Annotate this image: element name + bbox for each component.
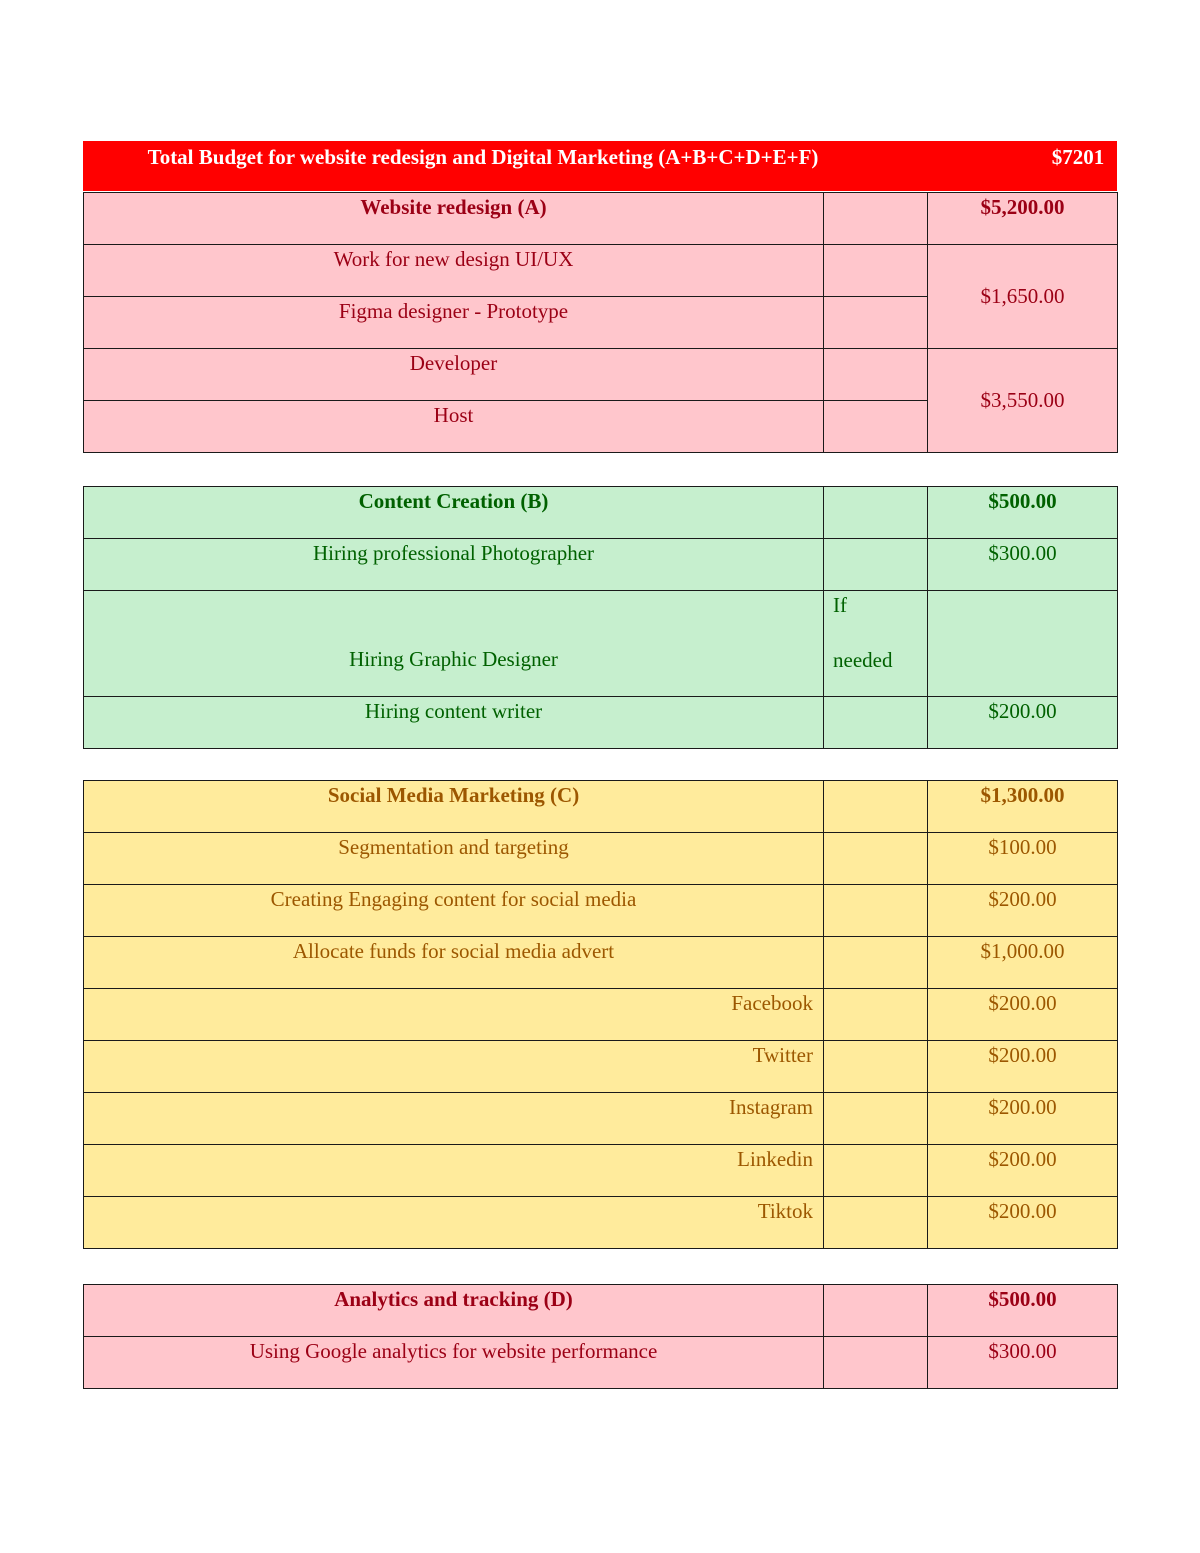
item-amount: $200.00 xyxy=(928,989,1118,1041)
table-row xyxy=(84,781,1118,833)
item-amount: $200.00 xyxy=(928,885,1118,937)
total-budget-row xyxy=(83,141,1117,193)
item-label: Host xyxy=(84,401,824,453)
table-row xyxy=(84,245,1118,297)
empty-cell xyxy=(824,193,928,245)
section-title: Content Creation (B) xyxy=(84,487,824,539)
item-amount: $200.00 xyxy=(928,1197,1118,1249)
table-row xyxy=(84,989,1118,1041)
empty-cell xyxy=(824,989,928,1041)
table-row xyxy=(84,591,1118,697)
empty-cell xyxy=(824,401,928,453)
empty-cell xyxy=(824,781,928,833)
table-row xyxy=(84,1145,1118,1197)
item-label: Twitter xyxy=(84,1041,824,1093)
section-total: $500.00 xyxy=(928,1285,1118,1337)
table-row xyxy=(84,1337,1118,1389)
table-row xyxy=(84,937,1118,989)
section-total: $500.00 xyxy=(928,487,1118,539)
group-amount: $1,650.00 xyxy=(928,245,1118,349)
total-budget-amount: $7201 xyxy=(1051,145,1105,169)
item-label: Developer xyxy=(84,349,824,401)
item-label: Hiring professional Photographer xyxy=(84,539,824,591)
table-row xyxy=(84,1285,1118,1337)
empty-cell xyxy=(824,1197,928,1249)
section-total: $5,200.00 xyxy=(928,193,1118,245)
total-budget-label: Total Budget for website redesign and Digital Marketing (A+B+C+D+E+F) xyxy=(147,145,819,169)
table-row xyxy=(84,1041,1118,1093)
table-row xyxy=(84,539,1118,591)
item-label: Hiring content writer xyxy=(84,697,824,749)
item-label: Segmentation and targeting xyxy=(84,833,824,885)
empty-cell xyxy=(824,487,928,539)
item-note: If needed xyxy=(824,591,928,697)
empty-cell xyxy=(824,1041,928,1093)
item-label: Allocate funds for social media advert xyxy=(84,937,824,989)
table-row xyxy=(84,349,1118,401)
item-amount: $200.00 xyxy=(928,1145,1118,1197)
empty-cell xyxy=(928,591,1118,697)
item-amount: $200.00 xyxy=(928,1093,1118,1145)
item-label: Instagram xyxy=(84,1093,824,1145)
item-amount: $100.00 xyxy=(928,833,1118,885)
section-total: $1,300.00 xyxy=(928,781,1118,833)
empty-cell xyxy=(824,539,928,591)
table-row xyxy=(84,833,1118,885)
item-label: Work for new design UI/UX xyxy=(84,245,824,297)
empty-cell xyxy=(824,697,928,749)
empty-cell xyxy=(824,1145,928,1197)
empty-cell xyxy=(824,833,928,885)
table-row xyxy=(84,697,1118,749)
empty-cell xyxy=(824,245,928,297)
item-label: Creating Engaging content for social media xyxy=(84,885,824,937)
section-title: Analytics and tracking (D) xyxy=(84,1285,824,1337)
table-row xyxy=(84,885,1118,937)
group-amount: $3,550.00 xyxy=(928,349,1118,453)
section-title: Social Media Marketing (C) xyxy=(84,781,824,833)
empty-cell xyxy=(824,1337,928,1389)
table-row xyxy=(84,1197,1118,1249)
item-label: Linkedin xyxy=(84,1145,824,1197)
item-amount: $200.00 xyxy=(928,697,1118,749)
table-row xyxy=(84,487,1118,539)
social-media-table xyxy=(83,780,1118,1249)
item-label: Figma designer - Prototype xyxy=(84,297,824,349)
analytics-table xyxy=(83,1284,1118,1389)
empty-cell xyxy=(824,937,928,989)
empty-cell xyxy=(824,297,928,349)
item-label: Hiring Graphic Designer xyxy=(84,591,824,697)
item-label: Tiktok xyxy=(84,1197,824,1249)
section-title: Website redesign (A) xyxy=(84,193,824,245)
item-amount: $300.00 xyxy=(928,539,1118,591)
empty-cell xyxy=(824,349,928,401)
empty-cell xyxy=(824,1285,928,1337)
content-creation-table xyxy=(83,486,1118,749)
table-row xyxy=(84,193,1118,245)
item-amount: $300.00 xyxy=(928,1337,1118,1389)
item-amount: $1,000.00 xyxy=(928,937,1118,989)
website-redesign-table xyxy=(83,192,1118,453)
item-label: Using Google analytics for website performance xyxy=(84,1337,824,1389)
table-row xyxy=(84,1093,1118,1145)
empty-cell xyxy=(824,885,928,937)
empty-cell xyxy=(824,1093,928,1145)
item-amount: $200.00 xyxy=(928,1041,1118,1093)
item-label: Facebook xyxy=(84,989,824,1041)
